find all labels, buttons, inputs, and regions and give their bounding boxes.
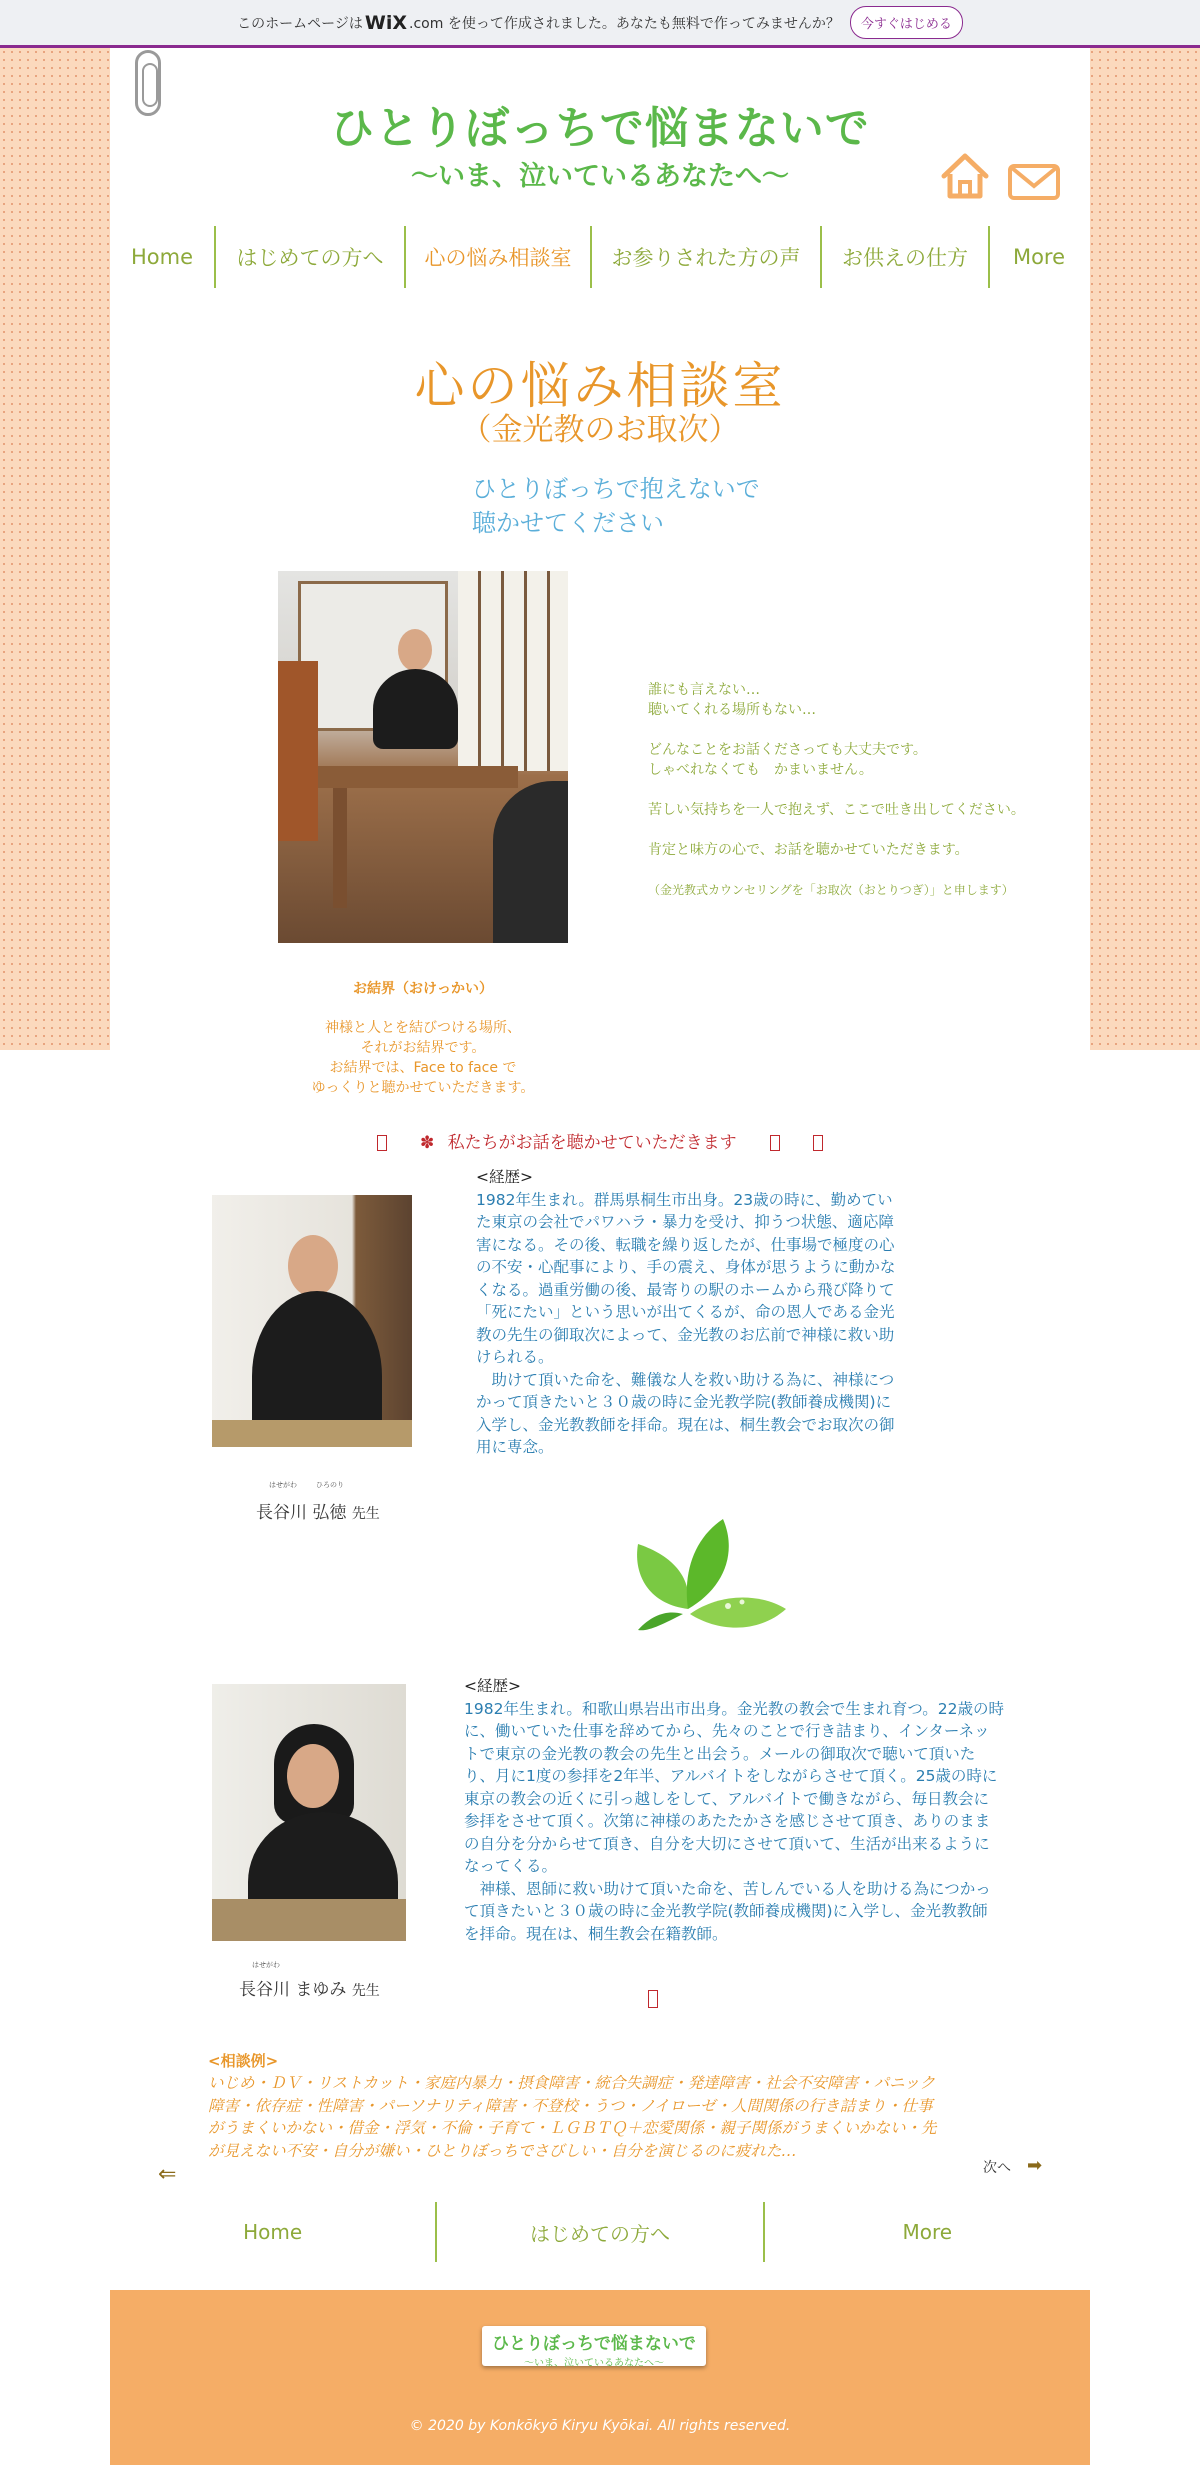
flower-icon: ✽ bbox=[419, 1133, 435, 1153]
counselors-heading bbox=[110, 1128, 1090, 1153]
cases-line: 障害・依存症・性障害・パーソナリティ障害・不登校・うつ・ノイローゼ・人間関係の行き詰まり・仕事 bbox=[208, 2096, 933, 2115]
bottom-nav-more[interactable]: More bbox=[902, 2220, 953, 2244]
counselor-2-bio bbox=[464, 1675, 1024, 1945]
bio-line: 害になる。その後、転職を繰り返したが、仕事場で極度の心 bbox=[476, 1235, 895, 1254]
honorific: 先生 bbox=[351, 1983, 380, 1999]
bottom-nav-first-time[interactable]: はじめての方へ bbox=[437, 2202, 764, 2262]
footer-logo-subtitle: 〜いま、泣いているあなたへ〜 bbox=[524, 2358, 664, 2369]
bio-line: 「死にたい」という思いが出てくるが、命の恩人である金光 bbox=[476, 1303, 895, 1321]
kekkai-line: それがお結界です。 bbox=[360, 1040, 486, 1056]
bio-line: 1982年生まれ。和歌山県岩出市出身。金光教の教会で生まれ育つ。22歳の時 bbox=[464, 1699, 1004, 1718]
nav-visitor-voices[interactable]: お参りされた方の声 bbox=[592, 226, 822, 288]
mail-icon[interactable] bbox=[1008, 164, 1060, 200]
bio-line: 入学し、金光教教師を拝命。現在は、桐生教会でお取次の御 bbox=[476, 1415, 895, 1434]
site-subtitle: 〜いま、泣いているあなたへ〜 bbox=[411, 161, 789, 192]
intro-line: しゃべれなくても かまいません。 bbox=[648, 762, 873, 778]
intro-text bbox=[648, 680, 1068, 920]
kekkai-line: お結界では、Face to face で bbox=[329, 1060, 517, 1076]
box-glyph-icon bbox=[648, 1990, 658, 2008]
leaves-icon bbox=[628, 1514, 788, 1634]
wix-logo[interactable]: WiX bbox=[364, 11, 408, 34]
cases-list bbox=[208, 2072, 978, 2162]
bio-line: けられる。 bbox=[476, 1348, 554, 1366]
box-glyph-icon bbox=[813, 1135, 823, 1151]
intro-line: 苦しい気持ちを一人で抱えず、ここで吐き出してください。 bbox=[648, 802, 1025, 818]
intro-line: 肯定と味方の心で、お話を聴かせていただきます。 bbox=[648, 842, 969, 858]
name-ruby: はせがわ bbox=[269, 1481, 297, 1489]
counselor-2-name bbox=[239, 1975, 380, 2000]
name-ruby: ひろのり bbox=[316, 1481, 344, 1489]
kekkai-title: お結界（おけっかい） bbox=[353, 981, 493, 997]
bio-line: 参拝をさせて頂く。次第に神様のあたたかさを感じさせて頂き、ありのまま bbox=[464, 1812, 991, 1830]
bio-line: を拝命。現在は、桐生教会在籍教師。 bbox=[464, 1924, 728, 1943]
wix-banner bbox=[0, 0, 1200, 48]
nav-more[interactable]: More bbox=[1012, 245, 1066, 269]
nav-first-time[interactable]: はじめての方へ bbox=[216, 226, 406, 288]
bio-line: 神様、恩師に救い助けて頂いた命を、苦しんでいる人を助ける為につかっ bbox=[464, 1879, 991, 1898]
start-now-button[interactable]: 今すぐはじめる bbox=[850, 6, 963, 39]
prev-arrow-icon[interactable]: ⇐ bbox=[158, 2162, 177, 2187]
footer-logo-title: ひとりぼっちで悩まないで bbox=[492, 2334, 696, 2354]
bio-line: 教の先生の御取次によって、金光教のお広前で神様に救い助 bbox=[476, 1325, 895, 1344]
intro-note: （金光教式カウンセリングを「お取次（おとりつぎ）」と申します） bbox=[648, 883, 1014, 897]
bio-line: なってくる。 bbox=[464, 1857, 558, 1875]
counselor-name-text: 長谷川 弘徳 bbox=[256, 1503, 347, 1523]
bottom-nav-home[interactable]: Home bbox=[110, 2202, 437, 2262]
bio-line: の不安・心配事により、手の震え、身体が思うように動かな bbox=[476, 1258, 896, 1276]
tagline-line-2: 聴かせてください bbox=[472, 509, 664, 537]
intro-line: 誰にも言えない… bbox=[648, 682, 760, 698]
intro-line: どんなことをお話くださっても大丈夫です。 bbox=[648, 742, 927, 758]
counselor-1-name bbox=[256, 1498, 380, 1523]
counselors-heading-text: 私たちがお話を聴かせていただきます bbox=[447, 1133, 737, 1153]
site-title[interactable]: ひとりぼっちで悩まないで bbox=[330, 103, 870, 154]
bio-line: 用に専念。 bbox=[476, 1438, 554, 1456]
copyright: © 2020 by Konkōkyō Kiryu Kyōkai. All rights reserved. bbox=[409, 2418, 791, 2434]
page-subtitle: （金光教のお取次） bbox=[460, 412, 740, 448]
counselor-2-photo bbox=[212, 1684, 406, 1941]
cases-line: が見えない不安・自分が嫌い・ひとりぼっちでさびしい・自分を演じるのに疲れた… bbox=[208, 2141, 797, 2160]
counselor-1-bio bbox=[476, 1166, 916, 1459]
banner-suffix: .com を使って作成されました。あなたも無料で作ってみませんか？ bbox=[409, 15, 840, 32]
counselor-name-text: 長谷川 まゆみ bbox=[239, 1980, 347, 2000]
kekkai-line: ゆっくりと聴かせていただきます。 bbox=[311, 1080, 535, 1096]
bio-heading: <経歴> bbox=[476, 1168, 533, 1186]
bio-line: り、月に1度の参拝を2年半、アルバイトをしながらさせて頂く。25歳の時に bbox=[464, 1767, 998, 1785]
bio-line: 助けて頂いた命を、難儀な人を救い助ける為に、神様につ bbox=[476, 1370, 895, 1389]
box-glyph-icon bbox=[770, 1135, 780, 1151]
bio-line: トで東京の金光教の教会の先生と出会う。メールの御取次で聴いて頂いた bbox=[464, 1744, 976, 1763]
bio-line: に、働いていた仕事を辞めてから、先々のことで行き詰まり、インターネッ bbox=[464, 1722, 990, 1740]
kekkai-room-photo bbox=[278, 571, 568, 943]
intro-line: 聴いてくれる場所もない… bbox=[648, 702, 816, 718]
nav-home[interactable]: Home bbox=[110, 226, 216, 288]
footer-logo[interactable] bbox=[482, 2326, 706, 2369]
bio-line: 東京の教会の近くに引っ越しをして、アルバイトで働きながら、毎日教会に bbox=[464, 1789, 989, 1808]
bio-line: くなる。過重労働の後、最寄りの駅のホームから飛び降りて bbox=[476, 1280, 895, 1299]
bio-line: て頂きたいと３０歳の時に金光教学院(教師養成機関)に入学し、金光教教師 bbox=[464, 1902, 988, 1920]
bio-line: の自分を分からせて頂き、自分を大切にさせて頂いて、生活が出来るように bbox=[464, 1834, 990, 1853]
bio-heading: <経歴> bbox=[464, 1677, 521, 1695]
main-nav bbox=[110, 226, 1090, 288]
footer bbox=[110, 2290, 1090, 2465]
home-icon[interactable] bbox=[940, 152, 990, 200]
nav-offerings[interactable]: お供えの仕方 bbox=[822, 226, 990, 288]
box-glyph-icon bbox=[377, 1135, 387, 1151]
kekkai-line: 神様と人とを結びつける場所、 bbox=[325, 1020, 521, 1036]
counselor-1-photo bbox=[212, 1195, 412, 1447]
cases-line: いじめ・ＤＶ・リストカット・家庭内暴力・摂食障害・統合失調症・発達障害・社会不安障害・パニック bbox=[208, 2074, 935, 2092]
name-ruby: はせがわ bbox=[252, 1961, 280, 1969]
bio-line: かって頂きたいと３０歳の時に金光教学院(教師養成機関)に bbox=[476, 1393, 892, 1411]
bio-line: た東京の会社でパワハラ・暴力を受け、抑うつ状態、適応障 bbox=[476, 1213, 894, 1231]
kekkai-description bbox=[258, 1018, 588, 1098]
next-link[interactable]: 次へ bbox=[983, 2160, 1011, 2176]
cases-title: <相談例> bbox=[208, 2052, 279, 2070]
bio-line: 1982年生まれ。群馬県桐生市出身。23歳の時に、勤めてい bbox=[476, 1190, 893, 1209]
tagline bbox=[472, 472, 872, 540]
page-title: 心の悩み相談室 bbox=[414, 357, 786, 415]
bottom-nav bbox=[110, 2202, 1090, 2262]
cases-line: がうまくいかない・借金・浮気・不倫・子育て・ＬＧＢＴＱ＋恋愛関係・親子関係がうまくいかない・先 bbox=[208, 2119, 937, 2137]
next-arrow-icon[interactable]: ➡ bbox=[1027, 2155, 1043, 2176]
nav-counseling[interactable]: 心の悩み相談室 bbox=[406, 226, 592, 288]
banner-prefix: このホームページは bbox=[237, 15, 363, 32]
honorific: 先生 bbox=[351, 1506, 380, 1522]
tagline-line-1: ひとりぼっちで抱えないで bbox=[472, 475, 760, 503]
